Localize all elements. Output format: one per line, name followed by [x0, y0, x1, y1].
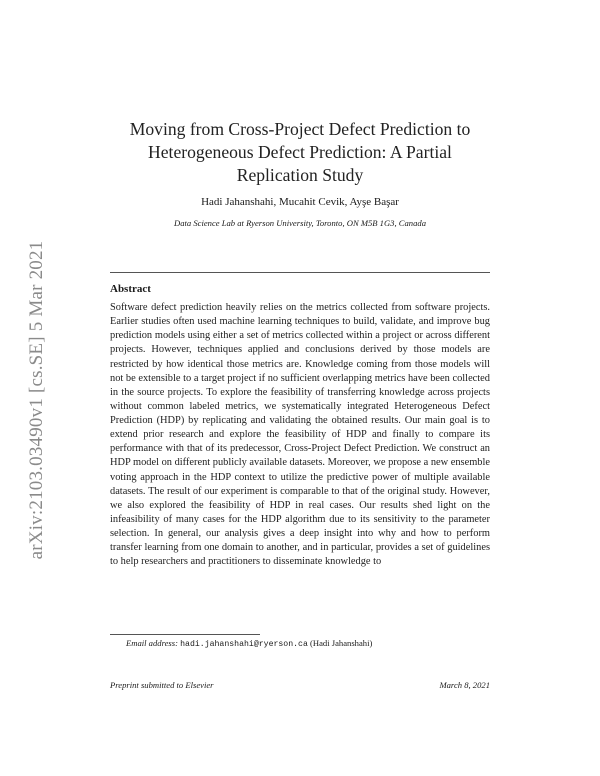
footnote [126, 638, 372, 649]
arxiv-identifier-stamp: arXiv:2103.03490v1 [cs.SE] 5 Mar 2021 [26, 240, 47, 560]
abstract-heading: Abstract [110, 283, 151, 295]
footer-preprint-note: Preprint submitted to Elsevier [110, 680, 214, 690]
affiliation: Data Science Lab at Ryerson University, Toronto, ON M5B 1G3, Canada [174, 218, 426, 228]
abstract-top-rule [110, 272, 490, 273]
footnote-author-name: (Hadi Jahanshahi) [310, 638, 373, 648]
footnote-email-label: Email address: [126, 638, 178, 648]
footnote-email-address[interactable]: hadi.jahanshahi@ryerson.ca [180, 640, 308, 649]
author-list: Hadi Jahanshahi, Mucahit Cevik, Ayşe Başar [201, 196, 399, 208]
paper-title: Moving from Cross-Project Defect Prediction to Heterogeneous Defect Prediction: A Partial Replication Study [129, 119, 471, 185]
abstract-text: Software defect prediction heavily relies on the metrics collected from software projects. Earlier studies often used machine learning techniques to build, validate, and improve bug prediction models using either a set of metrics collected within a project or across different projects. However, techniques applied and conclusions derived by those models are restricted by how identical those metrics are. Knowledge coming from those models will not be extensible to a target project if no sufficient overlapping metrics have been collected in the source projects. To explore the feasibility of transferring knowledge across projects without common labeled metrics, we systematically integrated Heterogeneous Defect Prediction (HDP) by replicating and validating the obtained results. Our main goal is to extend prior research and explore the feasibility of HDP and finally to compare its performance with that of its predecessor, Cross-Project Defect Prediction. We construct an HDP model on different publicly available datasets. Moreover, we propose a new ensemble voting approach in the HDP context to utilize the predictive power of multiple available datasets. The result of our experiment is comparable to that of the original study. However, we also explored the feasibility of HDP in real cases. Our results shed light on the infeasibility of many cases for the HDP algorithm due to its sensitivity to the parameter selection. In general, our analysis gives a deep insight into why and how to perform transfer learning from one domain to another, and in particular, provides a set of guidelines to help researchers and practitioners to disseminate knowledge to [110, 302, 490, 568]
footer-date: March 8, 2021 [439, 680, 490, 690]
footnote-rule [110, 634, 260, 635]
